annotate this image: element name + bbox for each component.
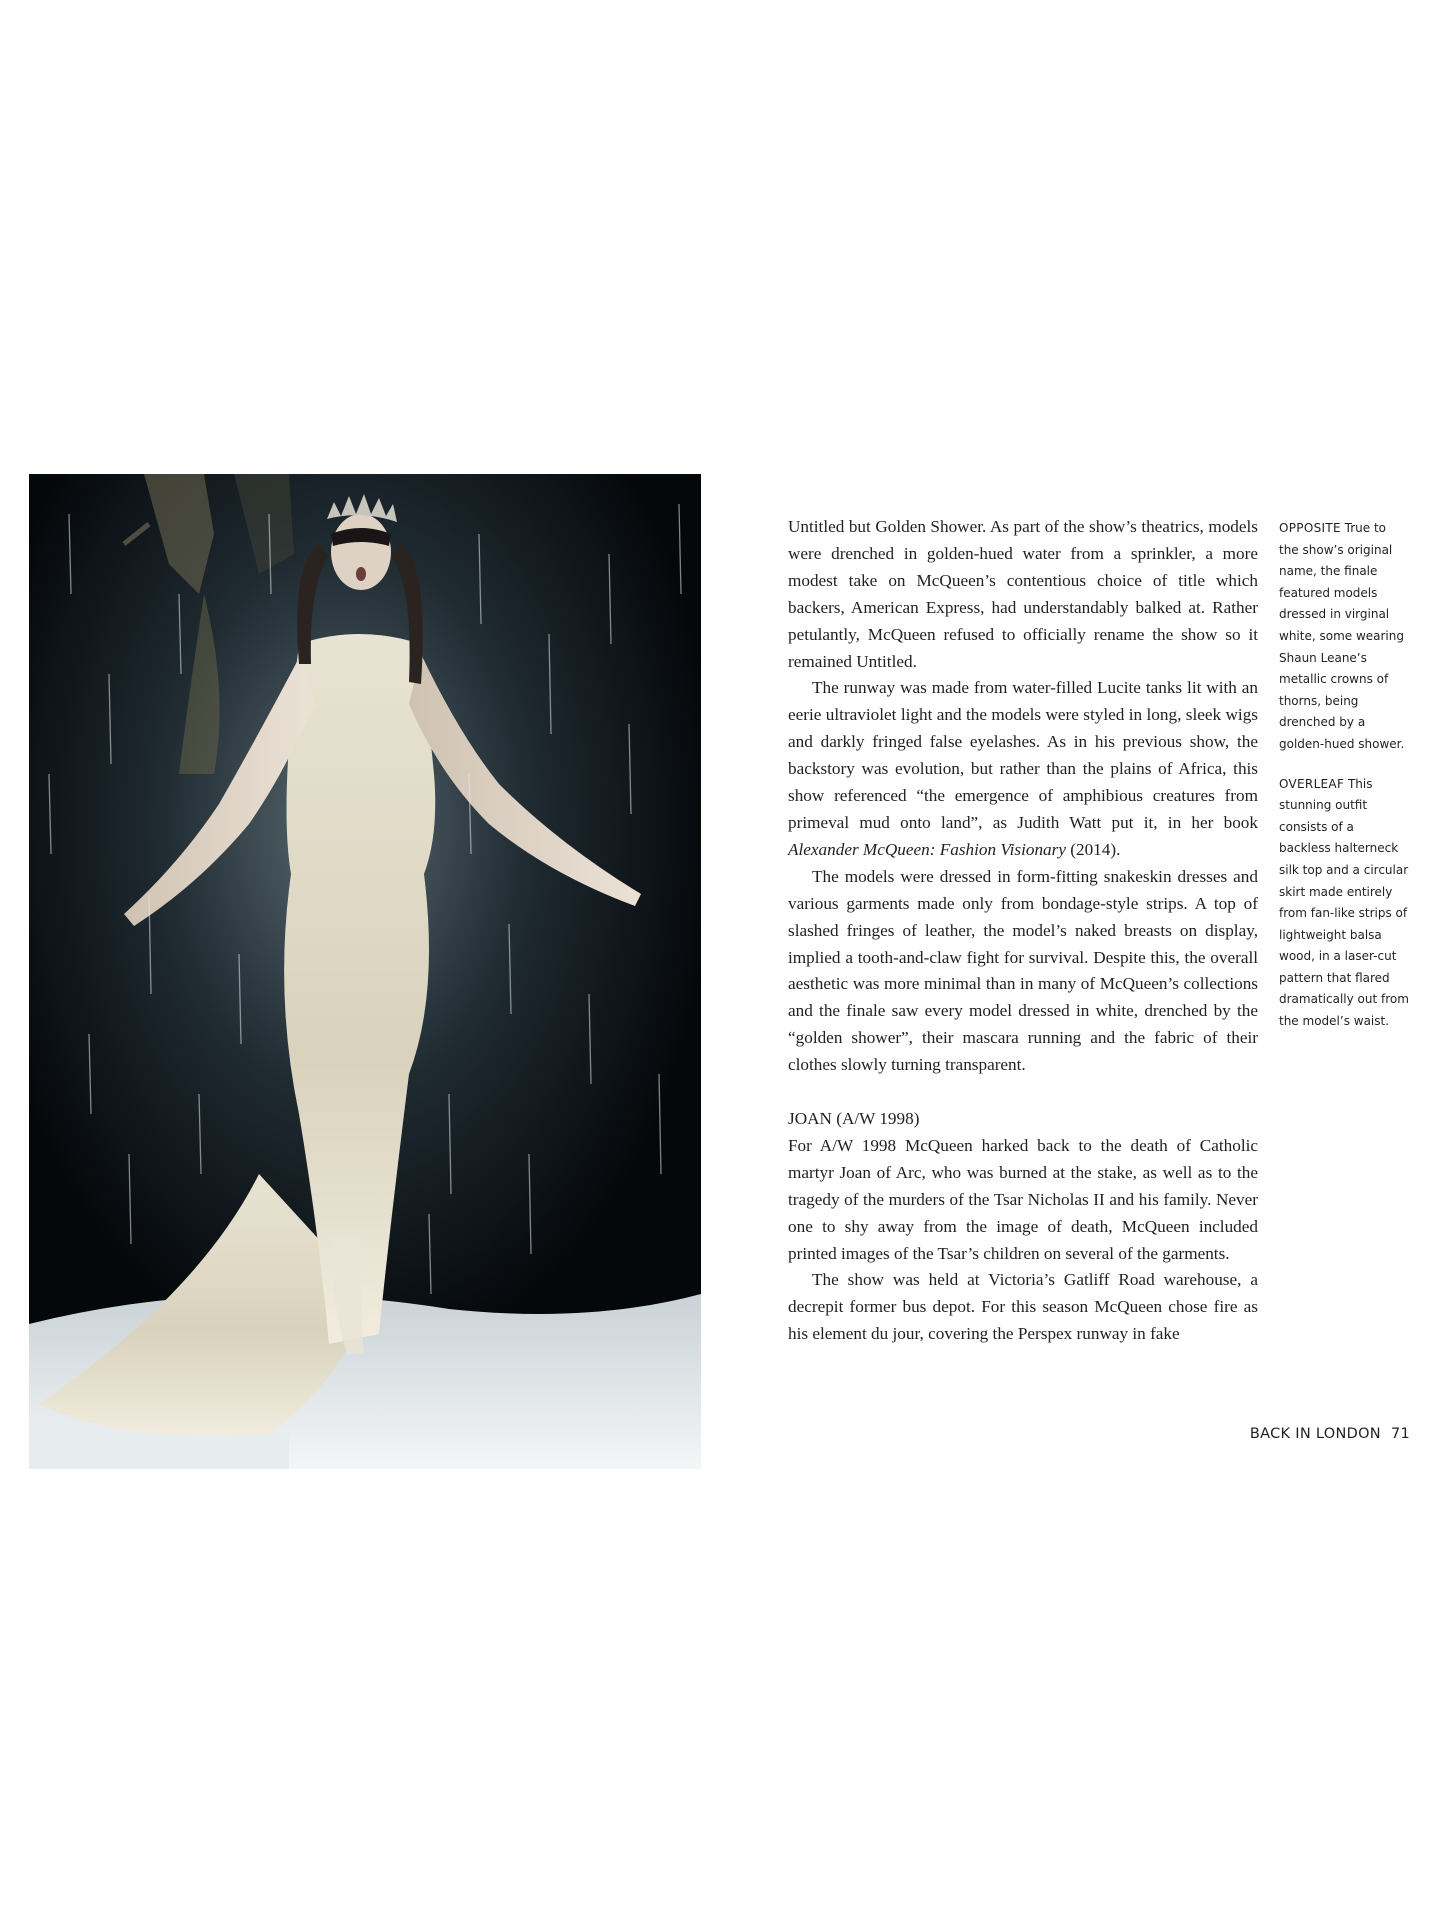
caption-column bbox=[1279, 518, 1409, 1051]
article-body bbox=[788, 514, 1258, 1348]
paragraph-text: (2014). bbox=[1065, 839, 1121, 859]
section-heading: JOAN (A/W 1998) bbox=[788, 1109, 920, 1129]
caption-opposite bbox=[1279, 518, 1409, 756]
section-name: BACK IN LONDON bbox=[1249, 1426, 1381, 1442]
paragraph: The models were dressed in form-fitting snakeskin dresses and various garments made only from bondage-style strips. A top of slashed fringes of leather, the model’s naked breasts on display, implied a tooth-and-claw fight for survival. Despite this, the overall aesthetic was more minimal than in many of McQueen’s collections and the finale saw every model dressed in white, drenched by the “golden shower”, their mascara running and the fabric of their clothes slowly turning transparent. bbox=[788, 866, 1258, 1075]
caption-text: True to the show’s original name, the finale featured models dressed in virginal white, some wearing Shaun Leane’s metallic crowns of thorns, being drenched by a golden-hued shower. bbox=[1279, 521, 1405, 751]
paragraph: The show was held at Victoria’s Gatliff Road warehouse, a decrepit former bus depot. For this season McQueen chose fire as his element du jour, covering the Perspex runway in fake bbox=[788, 1270, 1258, 1344]
caption-label: OVERLEAF bbox=[1279, 776, 1345, 791]
caption-text: This stunning outfit consists of a backless halterneck silk top and a circular skirt made entirely from fan-like strips of lightweight balsa wood, in a laser-cut pattern that flared dramatically out from the model’s waist. bbox=[1279, 776, 1409, 1029]
runway-photo bbox=[29, 474, 701, 1469]
caption-overleaf bbox=[1279, 774, 1409, 1033]
running-footer bbox=[1180, 1426, 1410, 1442]
paragraph-text: The runway was made from water-filled Lucite tanks lit with an eerie ultraviolet light and the models were styled in long, sleek wigs and darkly fringed false eyelashes. As in his previous show, the backstory was evolution, but rather than the plains of Africa, this show referenced “the emergence of amphibious creatures from primeval mud onto land”, as Judith Watt put it, in her book bbox=[788, 678, 1258, 832]
page-number: 71 bbox=[1390, 1426, 1410, 1442]
caption-label: OPPOSITE bbox=[1279, 521, 1341, 535]
book-title: Alexander McQueen: Fashion Visionary bbox=[788, 839, 1066, 859]
paragraph: For A/W 1998 McQueen harked back to the death of Catholic martyr Joan of Arc, who was burned at the stake, as well as to the tragedy of the murders of the Tsar Nicholas II and his family. Never one to shy away from the image of death, McQueen included printed images of the Tsar’s children on several of the garments. bbox=[788, 1135, 1258, 1263]
paragraph bbox=[788, 675, 1258, 863]
paragraph: Untitled but Golden Shower. As part of the show’s theatrics, models were drenched in golden-hued water from a sprinkler, a more modest take on McQueen’s contentious choice of title which backers, American Express, had understandably balked at. Rather petulantly, McQueen refused to officially rename the show so it remained Untitled. bbox=[788, 517, 1258, 671]
